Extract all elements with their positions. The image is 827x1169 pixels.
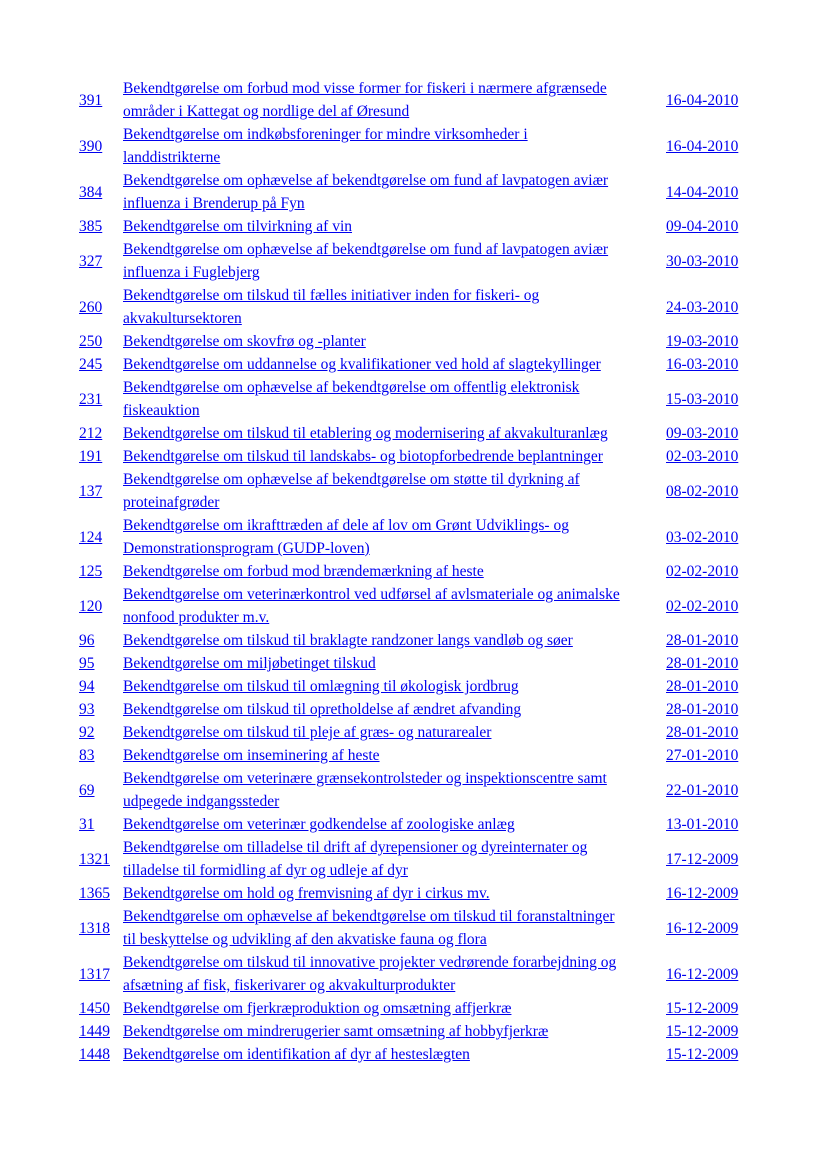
doc-date-cell (666, 744, 747, 767)
doc-number-link[interactable]: 83 (79, 747, 95, 764)
doc-number-cell (79, 963, 123, 986)
doc-title-cell (123, 376, 666, 422)
doc-date-link[interactable]: 15-12-2009 (666, 1000, 739, 1017)
doc-number-cell (79, 1043, 123, 1066)
doc-number-link[interactable]: 1321 (79, 850, 110, 868)
doc-title-cell (123, 468, 666, 514)
doc-title-cell (123, 813, 666, 836)
doc-date-link[interactable]: 15-03-2010 (666, 390, 739, 408)
doc-date-link[interactable]: 09-03-2010 (666, 425, 739, 442)
doc-number-cell (79, 698, 123, 721)
doc-title-cell (123, 675, 666, 698)
doc-title-cell (123, 560, 666, 583)
doc-number-link[interactable]: 391 (79, 91, 103, 109)
list-item (79, 169, 747, 215)
list-item (79, 813, 747, 836)
doc-title-cell (123, 123, 666, 169)
doc-number-cell (79, 526, 123, 549)
doc-title-link[interactable]: Bekendtgørelse om tilskud til fælles initiativer inden for fiskeri- og (123, 287, 540, 304)
doc-title-link[interactable]: Bekendtgørelse om skovfrø og -planter (123, 333, 366, 350)
doc-title-link[interactable]: Bekendtgørelse om tilskud til landskabs- og biotopforbedrende beplantninger (123, 448, 603, 465)
doc-title-link[interactable]: områder i Kattegat og nordlige del af Øresund (123, 103, 410, 120)
doc-date-link[interactable]: 02-02-2010 (666, 597, 739, 615)
doc-date-link[interactable]: 16-04-2010 (666, 91, 739, 109)
doc-date-cell (666, 445, 747, 468)
doc-title-link[interactable]: til beskyttelse og udvikling af den akvatiske fauna og flora (123, 931, 487, 948)
doc-number-cell (79, 721, 123, 744)
doc-title-cell (123, 1043, 666, 1066)
doc-number-link[interactable]: 260 (79, 298, 103, 316)
doc-date-cell (666, 848, 747, 871)
doc-number-link[interactable]: 1365 (79, 885, 110, 902)
doc-title-link[interactable]: Bekendtgørelse om miljøbetinget tilskud (123, 655, 376, 672)
doc-date-link[interactable]: 16-12-2009 (666, 965, 739, 983)
doc-title-cell (123, 882, 666, 905)
list-item (79, 675, 747, 698)
doc-date-link[interactable]: 02-02-2010 (666, 563, 739, 580)
doc-number-cell (79, 744, 123, 767)
doc-date-cell (666, 882, 747, 905)
doc-number-cell (79, 779, 123, 802)
doc-date-cell (666, 422, 747, 445)
doc-date-link[interactable]: 28-01-2010 (666, 678, 739, 695)
doc-date-cell (666, 526, 747, 549)
list-item (79, 560, 747, 583)
doc-title-cell (123, 951, 666, 997)
doc-date-cell (666, 330, 747, 353)
doc-title-link[interactable]: influenza i Brenderup på Fyn (123, 195, 305, 212)
doc-number-link[interactable]: 327 (79, 252, 103, 270)
doc-title-cell (123, 330, 666, 353)
doc-title-link[interactable]: landdistrikterne (123, 149, 221, 166)
doc-date-cell (666, 181, 747, 204)
doc-title-cell (123, 629, 666, 652)
list-item (79, 744, 747, 767)
list-item (79, 905, 747, 951)
doc-number-cell (79, 560, 123, 583)
doc-title-link[interactable]: Bekendtgørelse om tilskud til opretholdelse af ændret afvanding (123, 701, 522, 718)
list-item (79, 238, 747, 284)
list-item (79, 514, 747, 560)
list-item (79, 767, 747, 813)
doc-title-link[interactable]: Bekendtgørelse om inseminering af heste (123, 747, 380, 764)
doc-number-link[interactable]: 69 (79, 781, 95, 799)
doc-title-link[interactable]: Bekendtgørelse om indkøbsforeninger for mindre virksomheder i (123, 126, 528, 143)
doc-number-link[interactable]: 31 (79, 816, 95, 833)
doc-title-link[interactable]: Bekendtgørelse om tilvirkning af vin (123, 218, 353, 235)
doc-title-cell (123, 744, 666, 767)
doc-title-link[interactable]: Bekendtgørelse om tilskud til braklagte randzoner langs vandløb og søer (123, 632, 573, 649)
doc-number-link[interactable]: 125 (79, 563, 103, 580)
doc-title-link[interactable]: udpegede indgangssteder (123, 793, 280, 810)
doc-date-link[interactable]: 28-01-2010 (666, 724, 739, 741)
doc-title-link[interactable]: Bekendtgørelse om forbud mod visse former for fiskeri i nærmere afgrænsede (123, 80, 607, 97)
doc-title-link[interactable]: nonfood produkter m.v. (123, 609, 270, 626)
doc-date-cell (666, 250, 747, 273)
doc-date-link[interactable]: 13-01-2010 (666, 816, 739, 833)
list-item (79, 583, 747, 629)
doc-number-link[interactable]: 1448 (79, 1046, 110, 1063)
doc-title-link[interactable]: Bekendtgørelse om tilladelse til drift af dyrepensioner og dyreinternater og (123, 839, 588, 856)
doc-number-cell (79, 675, 123, 698)
doc-title-link[interactable]: Bekendtgørelse om veterinære grænsekontrolsteder og inspektionscentre samt (123, 770, 607, 787)
list-item (79, 882, 747, 905)
doc-date-cell (666, 963, 747, 986)
doc-date-link[interactable]: 16-12-2009 (666, 919, 739, 937)
list-item (79, 422, 747, 445)
doc-date-cell (666, 721, 747, 744)
doc-date-cell (666, 215, 747, 238)
list-item (79, 284, 747, 330)
doc-date-cell (666, 629, 747, 652)
doc-title-link[interactable]: Bekendtgørelse om tilskud til innovative projekter vedrørende forarbejdning og (123, 954, 617, 971)
doc-title-cell (123, 652, 666, 675)
doc-title-link[interactable]: Bekendtgørelse om ophævelse af bekendtgørelse om tilskud til foranstaltninger (123, 908, 615, 925)
doc-number-link[interactable]: 231 (79, 390, 103, 408)
doc-number-link[interactable]: 120 (79, 597, 103, 615)
doc-title-cell (123, 77, 666, 123)
doc-title-link[interactable]: fiskeauktion (123, 402, 200, 419)
doc-date-link[interactable]: 16-04-2010 (666, 137, 739, 155)
list-item (79, 1043, 747, 1066)
doc-title-cell (123, 422, 666, 445)
doc-date-cell (666, 560, 747, 583)
doc-number-cell (79, 1020, 123, 1043)
doc-number-cell (79, 997, 123, 1020)
doc-date-cell (666, 1043, 747, 1066)
doc-title-link[interactable]: Bekendtgørelse om ophævelse af bekendtgørelse om fund af lavpatogen aviær (123, 172, 609, 189)
doc-number-cell (79, 89, 123, 112)
doc-title-cell (123, 1020, 666, 1043)
doc-title-link[interactable]: Bekendtgørelse om forbud mod brændemærkning af heste (123, 563, 484, 580)
list-item (79, 77, 747, 123)
doc-number-link[interactable]: 1449 (79, 1023, 110, 1040)
doc-date-cell (666, 1020, 747, 1043)
list-item (79, 629, 747, 652)
doc-date-link[interactable]: 03-02-2010 (666, 528, 739, 546)
doc-number-cell (79, 595, 123, 618)
doc-number-link[interactable]: 384 (79, 183, 103, 201)
doc-title-link[interactable]: Demonstrationsprogram (GUDP-loven) (123, 540, 370, 557)
list-item (79, 698, 747, 721)
doc-number-cell (79, 353, 123, 376)
doc-date-link[interactable]: 28-01-2010 (666, 701, 739, 718)
doc-date-cell (666, 388, 747, 411)
list-item (79, 721, 747, 744)
doc-title-cell (123, 514, 666, 560)
doc-date-link[interactable]: 17-12-2009 (666, 850, 739, 868)
doc-number-cell (79, 135, 123, 158)
doc-title-link[interactable]: tilladelse til formidling af dyr og udleje af dyr (123, 862, 408, 879)
doc-title-cell (123, 353, 666, 376)
doc-number-link[interactable]: 212 (79, 425, 103, 442)
doc-date-link[interactable]: 27-01-2010 (666, 747, 739, 764)
doc-date-cell (666, 813, 747, 836)
doc-number-link[interactable]: 96 (79, 632, 95, 649)
doc-date-link[interactable]: 16-12-2009 (666, 885, 739, 902)
doc-title-link[interactable]: Bekendtgørelse om ikrafttræden af dele af lov om Grønt Udviklings- og (123, 517, 569, 534)
doc-number-cell (79, 181, 123, 204)
doc-title-cell (123, 169, 666, 215)
doc-title-cell (123, 905, 666, 951)
doc-title-link[interactable]: Bekendtgørelse om veterinær godkendelse af zoologiske anlæg (123, 816, 515, 833)
doc-date-cell (666, 652, 747, 675)
doc-number-cell (79, 330, 123, 353)
doc-date-link[interactable]: 16-03-2010 (666, 356, 739, 373)
list-item (79, 215, 747, 238)
doc-title-link[interactable]: influenza i Fuglebjerg (123, 264, 260, 281)
doc-number-link[interactable]: 1317 (79, 965, 110, 983)
doc-number-cell (79, 250, 123, 273)
list-item (79, 353, 747, 376)
doc-date-cell (666, 296, 747, 319)
doc-number-link[interactable]: 124 (79, 528, 103, 546)
doc-number-link[interactable]: 191 (79, 448, 103, 465)
doc-number-cell (79, 917, 123, 940)
doc-title-link[interactable]: Bekendtgørelse om identifikation af dyr af hesteslægten (123, 1046, 470, 1063)
doc-number-link[interactable]: 92 (79, 724, 95, 741)
list-item (79, 951, 747, 997)
doc-title-cell (123, 238, 666, 284)
doc-date-link[interactable]: 02-03-2010 (666, 448, 739, 465)
doc-number-cell (79, 848, 123, 871)
doc-date-link[interactable]: 22-01-2010 (666, 781, 739, 799)
doc-title-cell (123, 997, 666, 1020)
doc-number-cell (79, 445, 123, 468)
doc-date-cell (666, 89, 747, 112)
doc-number-link[interactable]: 250 (79, 333, 103, 350)
doc-number-cell (79, 480, 123, 503)
doc-date-cell (666, 675, 747, 698)
doc-number-link[interactable]: 385 (79, 218, 103, 235)
doc-title-cell (123, 698, 666, 721)
doc-date-cell (666, 135, 747, 158)
doc-date-link[interactable]: 19-03-2010 (666, 333, 739, 350)
doc-title-link[interactable]: Bekendtgørelse om tilskud til omlægning til økologisk jordbrug (123, 678, 519, 695)
doc-date-link[interactable]: 24-03-2010 (666, 298, 739, 316)
doc-title-cell (123, 284, 666, 330)
doc-number-link[interactable]: 95 (79, 655, 95, 672)
doc-date-link[interactable]: 14-04-2010 (666, 183, 739, 201)
doc-title-link[interactable]: Bekendtgørelse om tilskud til etablering og modernisering af akvakulturanlæg (123, 425, 608, 442)
list-item (79, 468, 747, 514)
doc-title-cell (123, 836, 666, 882)
list-item (79, 836, 747, 882)
doc-title-link[interactable]: Bekendtgørelse om tilskud til pleje af græs- og naturarealer (123, 724, 492, 741)
doc-date-cell (666, 595, 747, 618)
list-item (79, 997, 747, 1020)
doc-number-link[interactable]: 137 (79, 482, 103, 500)
doc-number-link[interactable]: 94 (79, 678, 95, 695)
doc-date-cell (666, 779, 747, 802)
doc-title-link[interactable]: afsætning af fisk, fiskerivarer og akvakulturprodukter (123, 977, 456, 994)
doc-date-link[interactable]: 15-12-2009 (666, 1023, 739, 1040)
doc-title-cell (123, 767, 666, 813)
doc-date-cell (666, 997, 747, 1020)
doc-number-link[interactable]: 93 (79, 701, 95, 718)
doc-number-cell (79, 882, 123, 905)
doc-number-link[interactable]: 245 (79, 356, 103, 373)
document-list (79, 77, 747, 1066)
doc-title-link[interactable]: Bekendtgørelse om fjerkræproduktion og omsætning affjerkræ (123, 1000, 512, 1017)
doc-title-link[interactable]: Bekendtgørelse om hold og fremvisning af dyr i cirkus mv. (123, 885, 490, 902)
doc-date-link[interactable]: 28-01-2010 (666, 655, 739, 672)
doc-date-link[interactable]: 09-04-2010 (666, 218, 739, 235)
doc-title-cell (123, 215, 666, 238)
doc-title-link[interactable]: proteinafgrøder (123, 494, 220, 511)
list-item (79, 652, 747, 675)
doc-title-link[interactable]: Bekendtgørelse om ophævelse af bekendtgørelse om støtte til dyrkning af (123, 471, 580, 488)
doc-date-cell (666, 353, 747, 376)
doc-number-link[interactable]: 390 (79, 137, 103, 155)
doc-title-link[interactable]: Bekendtgørelse om ophævelse af bekendtgørelse om fund af lavpatogen aviær (123, 241, 609, 258)
doc-number-link[interactable]: 1318 (79, 919, 110, 937)
doc-number-cell (79, 422, 123, 445)
list-item (79, 445, 747, 468)
doc-title-link[interactable]: Bekendtgørelse om veterinærkontrol ved udførsel af avlsmateriale og animalske (123, 586, 620, 603)
doc-title-link[interactable]: Bekendtgørelse om ophævelse af bekendtgørelse om offentlig elektronisk (123, 379, 580, 396)
doc-number-link[interactable]: 1450 (79, 1000, 110, 1017)
list-item (79, 123, 747, 169)
doc-number-cell (79, 388, 123, 411)
list-item (79, 330, 747, 353)
doc-date-cell (666, 480, 747, 503)
doc-date-link[interactable]: 30-03-2010 (666, 252, 739, 270)
doc-date-cell (666, 698, 747, 721)
doc-title-link[interactable]: Bekendtgørelse om uddannelse og kvalifikationer ved hold af slagtekyllinger (123, 356, 601, 373)
doc-title-link[interactable]: akvakultursektoren (123, 310, 242, 327)
doc-number-cell (79, 629, 123, 652)
doc-title-cell (123, 583, 666, 629)
doc-number-cell (79, 652, 123, 675)
doc-date-cell (666, 917, 747, 940)
list-item (79, 376, 747, 422)
doc-title-link[interactable]: Bekendtgørelse om mindrerugerier samt omsætning af hobbyfjerkræ (123, 1023, 549, 1040)
doc-number-cell (79, 296, 123, 319)
doc-date-link[interactable]: 08-02-2010 (666, 482, 739, 500)
list-item (79, 1020, 747, 1043)
doc-date-link[interactable]: 28-01-2010 (666, 632, 739, 649)
doc-title-cell (123, 445, 666, 468)
doc-number-cell (79, 813, 123, 836)
doc-title-cell (123, 721, 666, 744)
doc-date-link[interactable]: 15-12-2009 (666, 1046, 739, 1063)
doc-number-cell (79, 215, 123, 238)
